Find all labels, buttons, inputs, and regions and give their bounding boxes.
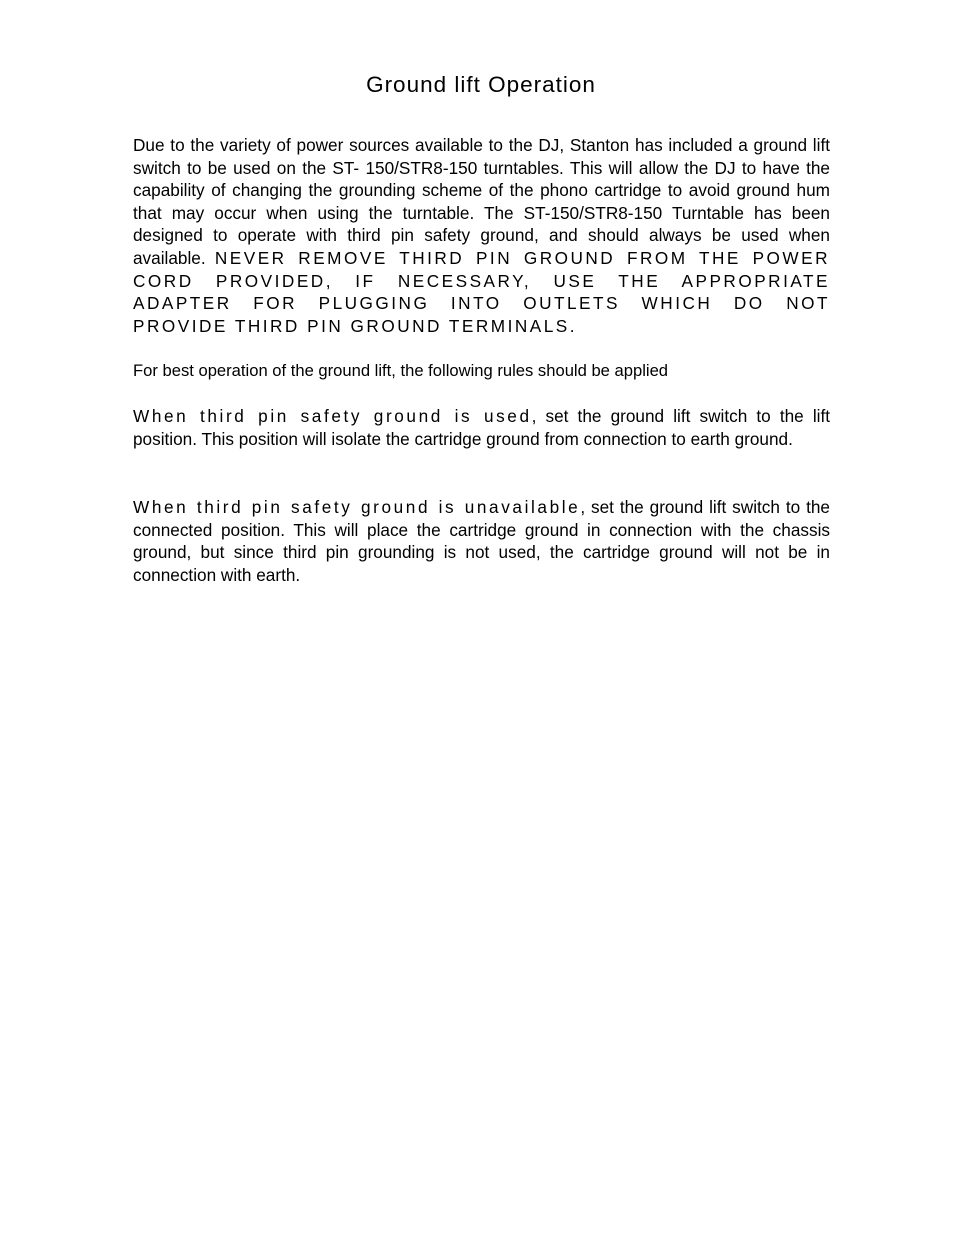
rule-used-paragraph [133,405,830,450]
rules-intro-paragraph: For best operation of the ground lift, the following rules should be applied [133,361,669,380]
rule-unavailable-paragraph [133,496,830,586]
rule-used-block [133,405,830,450]
page-title: Ground lift Operation [366,72,596,97]
warning-text: NEVER REMOVE THIRD PIN GROUND FROM THE POWER CORD PROVIDED, IF NECESSARY, USE THE APPROPRIATE ADAPTER FOR PLUGGING INTO OUTLETS WHICH DO NOT PROVIDE THIRD PIN GROUND TERMINALS. [133,247,830,336]
rule-unavailable-block [133,496,830,586]
rule-unavailable-lead: When third pin safety ground is unavailable [133,497,581,517]
intro-paragraph-block [133,134,830,337]
rules-intro-block [133,360,830,383]
rule-used-text: , set the ground lift switch to the lift position. This position will isolate the cartridge ground from connection to earth ground. [133,406,831,449]
rule-unavailable-text: , set the ground lift switch to the connected position. This will place the cartridge ground in connection with the chassis ground, but since third pin grounding is not used, the cartridge ground will not be in connection with earth. [133,497,830,585]
rule-used-lead: When third pin safety ground is used [133,406,532,426]
intro-paragraph [133,134,830,337]
intro-text: Due to the variety of power sources available to the DJ, Stanton has included a ground lift switch to be used on the ST- 150/STR8-150 turntables. This will allow the DJ to have the capability of changing the grounding scheme of the phono cartridge to avoid ground hum that may occur when using the turntable. The ST-150/STR8-150 Turntable has been designed to operate with third pin safety ground, and should always be used when available. [133,135,830,268]
